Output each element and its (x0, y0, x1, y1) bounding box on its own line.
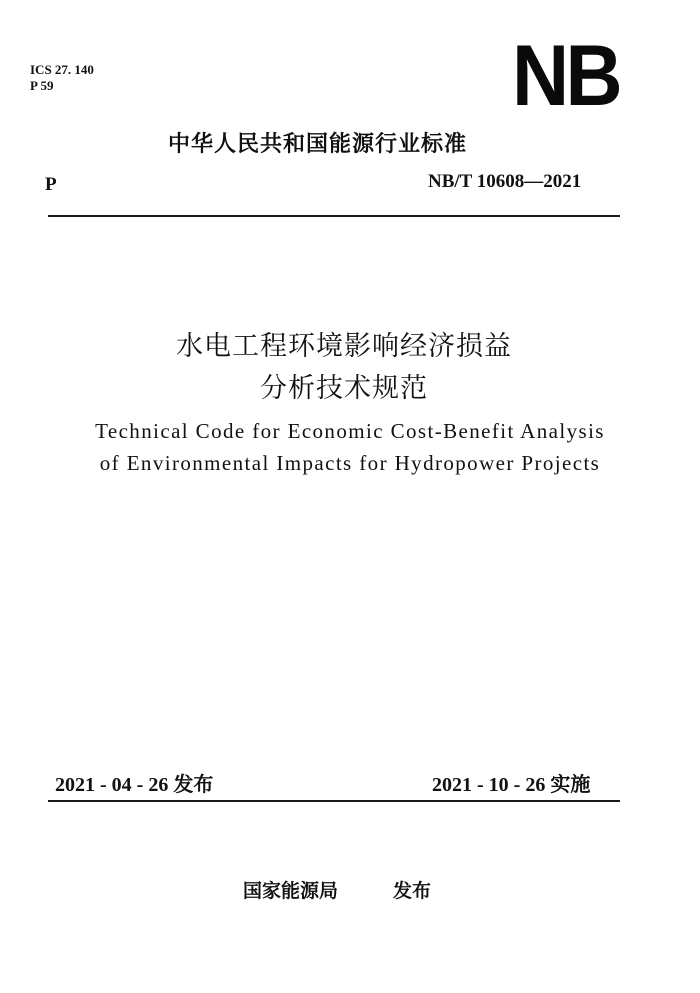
nb-logo: NB (512, 28, 619, 124)
issuing-authority: 国家能源局 (243, 880, 339, 902)
issue-date: 2021 - 04 - 26 发布 (55, 774, 214, 796)
category-letter: P (45, 174, 57, 195)
footer-divider (48, 800, 620, 802)
ccs-code: P 59 (30, 78, 54, 93)
english-title-line-1: Technical Code for Economic Cost-Benefit Analysis (95, 419, 605, 443)
chinese-title-line-2: 分析技术规范 (260, 373, 428, 404)
header-divider (48, 215, 620, 217)
industry-standard-title: 中华人民共和国能源行业标准 (168, 132, 468, 157)
standard-number: NB/T 10608—2021 (428, 171, 582, 192)
chinese-title-line-1: 水电工程环境影响经济损益 (176, 331, 512, 362)
classification-codes (30, 62, 94, 94)
ics-code: ICS 27. 140 (30, 62, 94, 77)
implementation-date: 2021 - 10 - 26 实施 (432, 774, 591, 796)
issue-action: 发布 (393, 880, 432, 902)
english-title-line-2: of Environmental Impacts for Hydropower Projects (99, 451, 601, 475)
